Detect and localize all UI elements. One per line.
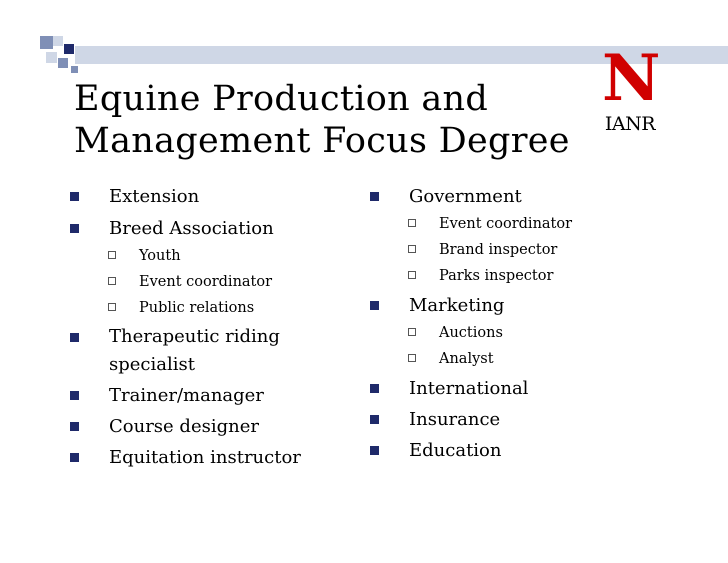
square-bullet-icon	[370, 415, 379, 424]
sub-item-label: Analyst	[439, 351, 494, 367]
sub-list-item	[108, 269, 360, 295]
decor-square	[53, 36, 63, 46]
hollow-square-bullet-icon	[108, 251, 116, 259]
sub-item-label: Auctions	[439, 325, 503, 341]
sub-list	[109, 243, 360, 321]
hollow-square-bullet-icon	[108, 303, 116, 311]
bullet-list-left	[70, 182, 360, 472]
list-item-label: Insurance	[409, 409, 501, 430]
title-line-1: Equine Production and	[74, 79, 489, 119]
unl-ianr-logo	[598, 42, 662, 134]
list-item-label: Government	[409, 186, 522, 207]
list-item	[370, 182, 610, 289]
bullet-list-right	[370, 182, 610, 465]
hollow-square-bullet-icon	[408, 219, 416, 227]
square-bullet-icon	[70, 333, 79, 342]
list-item	[70, 214, 360, 321]
decor-square	[64, 44, 74, 54]
list-item	[370, 374, 610, 403]
list-item-label: Breed Association	[109, 218, 274, 239]
sub-item-label: Event coordinator	[139, 274, 273, 290]
hollow-square-bullet-icon	[408, 271, 416, 279]
sub-item-label: Event coordinator	[439, 216, 573, 232]
list-item	[70, 381, 360, 410]
list-item	[370, 291, 610, 372]
list-item	[70, 182, 360, 211]
sub-list-item	[408, 346, 610, 372]
sub-list	[409, 320, 610, 372]
list-item-label: Course designer	[109, 416, 259, 437]
list-item-label: Equitation instructor	[109, 447, 301, 468]
list-item	[370, 436, 610, 465]
sub-item-label: Youth	[139, 248, 181, 264]
list-item	[70, 443, 360, 472]
list-item	[70, 323, 329, 379]
hollow-square-bullet-icon	[408, 245, 416, 253]
decor-square	[40, 36, 53, 49]
sub-list-item	[108, 243, 360, 269]
square-bullet-icon	[70, 192, 79, 201]
decor-square	[71, 66, 78, 73]
square-bullet-icon	[370, 301, 379, 310]
list-item-label: Extension	[109, 186, 200, 207]
list-item-label: Marketing	[409, 295, 505, 316]
list-item	[70, 412, 360, 441]
hollow-square-bullet-icon	[408, 328, 416, 336]
square-bullet-icon	[370, 446, 379, 455]
sub-item-label: Brand inspector	[439, 242, 558, 258]
square-bullet-icon	[370, 384, 379, 393]
list-item-label: Trainer/manager	[109, 385, 264, 406]
left-column	[70, 182, 360, 474]
list-item	[370, 405, 610, 434]
hollow-square-bullet-icon	[108, 277, 116, 285]
list-item-label: International	[409, 378, 529, 399]
right-column	[370, 182, 610, 467]
decor-square	[46, 52, 57, 63]
slide-title	[74, 78, 570, 162]
list-item-label: Therapeutic riding specialist	[109, 326, 280, 375]
sub-item-label: Public relations	[139, 300, 255, 316]
sub-list-item	[408, 320, 610, 346]
square-bullet-icon	[70, 453, 79, 462]
sub-list-item	[408, 211, 610, 237]
sub-list-item	[408, 237, 610, 263]
square-bullet-icon	[70, 224, 79, 233]
title-line-2: Management Focus Degree	[74, 121, 570, 161]
square-bullet-icon	[70, 391, 79, 400]
sub-list-item	[408, 263, 610, 289]
sub-list	[409, 211, 610, 289]
list-item-label: Education	[409, 440, 502, 461]
logo-letter: N	[602, 41, 661, 116]
square-bullet-icon	[370, 192, 379, 201]
logo-text: IANR	[604, 113, 656, 135]
sub-item-label: Parks inspector	[439, 268, 554, 284]
sub-list-item	[108, 295, 360, 321]
decor-square	[58, 58, 68, 68]
hollow-square-bullet-icon	[408, 354, 416, 362]
square-bullet-icon	[70, 422, 79, 431]
